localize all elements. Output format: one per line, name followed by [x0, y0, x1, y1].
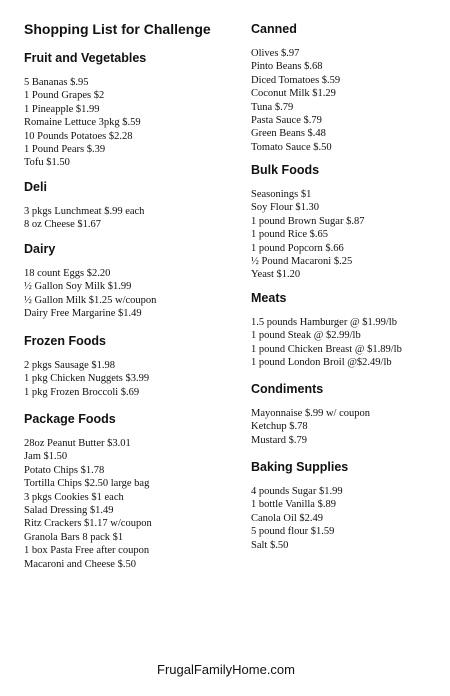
list-item: Mayonnaise $.99 w/ coupon	[251, 408, 370, 419]
list-item: Pasta Sauce $.79	[251, 115, 322, 127]
section-heading: Condiments	[251, 382, 324, 396]
list-item: Olives $.97	[251, 48, 300, 59]
list-item: 1 Pound Pears $.39	[24, 144, 106, 156]
list-item: Mustard $.79	[251, 434, 307, 446]
section-frozen-foods	[24, 334, 149, 399]
list-item: 1 pound Brown Sugar $.87	[251, 215, 365, 227]
section-dairy	[24, 242, 156, 321]
list-item: Tortilla Chips $2.50 large bag	[24, 478, 150, 490]
footer-website: FrugalFamilyHome.com	[157, 662, 295, 677]
list-item: Ritz Crackers $1.17 w/coupon	[24, 518, 152, 530]
section-heading: Meats	[251, 291, 287, 305]
list-item: 1.5 pounds Hamburger @ $1.99/lb	[251, 317, 397, 328]
list-item: 1 Pound Grapes $2	[24, 90, 105, 102]
list-item: Ketchup $.78	[251, 421, 308, 433]
list-item: Salad Dressing $1.49	[24, 505, 114, 517]
section-heading: Fruit and Vegetables	[24, 51, 147, 65]
item-list	[251, 47, 340, 154]
item-list	[251, 407, 370, 447]
list-item: Salt $.50	[251, 539, 289, 551]
page-title: Shopping List for Challenge	[24, 21, 211, 37]
list-item: Soy Flour $1.30	[251, 202, 319, 214]
list-item: 18 count Eggs $2.20	[24, 268, 111, 279]
item-list	[251, 188, 364, 282]
section-heading: Package Foods	[24, 412, 116, 426]
item-list	[251, 485, 348, 552]
item-list	[24, 359, 149, 399]
list-item: 5 pound flour $1.59	[251, 526, 335, 538]
section-package-foods	[24, 412, 152, 571]
list-item: 3 pkgs Cookies $1 each	[24, 491, 124, 503]
list-item: 28oz Peanut Butter $3.01	[24, 438, 131, 449]
list-item: 1 pound Steak @ $2.99/lb	[251, 330, 361, 342]
list-item: Romaine Lettuce 3pkg $.59	[24, 117, 141, 129]
section-meats	[251, 291, 402, 370]
list-item: 10 Pounds Potatoes $2.28	[24, 130, 133, 142]
item-list	[24, 76, 146, 170]
list-item: 1 pound Chicken Breast @ $1.89/lb	[251, 343, 402, 355]
list-item: 4 pounds Sugar $1.99	[251, 486, 343, 497]
list-item: 1 bottle Vanilla $.89	[251, 499, 336, 511]
list-item: Potato Chips $1.78	[24, 464, 105, 476]
section-baking-supplies	[251, 460, 348, 552]
section-heading: Bulk Foods	[251, 163, 320, 177]
list-item: Coconut Milk $1.29	[251, 88, 336, 100]
list-item: 3 pkgs Lunchmeat $.99 each	[24, 206, 145, 217]
list-item: 1 box Pasta Free after coupon	[24, 545, 150, 557]
item-list	[24, 437, 152, 571]
list-item: 1 pkg Frozen Broccoli $.69	[24, 386, 140, 398]
list-item: Dairy Free Margarine $1.49	[24, 308, 142, 320]
item-list	[24, 267, 156, 321]
list-item: 1 pkg Chicken Nuggets $3.99	[24, 373, 150, 385]
list-item: ½ Pound Macaroni $.25	[251, 256, 353, 268]
section-heading: Frozen Foods	[24, 334, 106, 348]
item-list	[24, 205, 144, 232]
list-item: Granola Bars 8 pack $1	[24, 531, 124, 543]
list-item: Seasonings $1	[251, 189, 312, 200]
section-fruit-and-vegetables	[24, 51, 146, 170]
list-item: 2 pkgs Sausage $1.98	[24, 360, 115, 371]
section-heading: Dairy	[24, 242, 56, 256]
section-deli	[24, 180, 144, 232]
list-item: 1 pound Popcorn $.66	[251, 242, 344, 254]
list-item: Tomato Sauce $.50	[251, 141, 332, 153]
list-item: Macaroni and Cheese $.50	[24, 558, 136, 570]
list-item: 1 Pineapple $1.99	[24, 103, 100, 115]
list-item: 1 pound London Broil @$2.49/lb	[251, 357, 392, 369]
list-item: Yeast $1.20	[251, 269, 301, 281]
list-item: Diced Tomatoes $.59	[251, 74, 341, 86]
section-condiments	[251, 382, 370, 447]
list-item: Green Beans $.48	[251, 128, 326, 140]
list-item: ½ Gallon Soy Milk $1.99	[24, 281, 132, 293]
list-item: Jam $1.50	[24, 451, 68, 463]
section-heading: Baking Supplies	[251, 460, 349, 474]
section-heading: Canned	[251, 22, 297, 36]
section-canned	[251, 22, 340, 154]
item-list	[251, 316, 402, 370]
list-item: 8 oz Cheese $1.67	[24, 219, 101, 231]
list-item: Tofu $1.50	[24, 157, 70, 169]
list-item: Pinto Beans $.68	[251, 61, 323, 73]
list-item: Tuna $.79	[251, 101, 294, 113]
section-heading: Deli	[24, 180, 47, 194]
section-bulk-foods	[251, 163, 364, 282]
list-item: 1 pound Rice $.65	[251, 229, 328, 241]
list-item: Canola Oil $2.49	[251, 512, 324, 524]
list-item: ½ Gallon Milk $1.25 w/coupon	[24, 294, 157, 306]
list-item: 5 Bananas $.95	[24, 77, 89, 88]
